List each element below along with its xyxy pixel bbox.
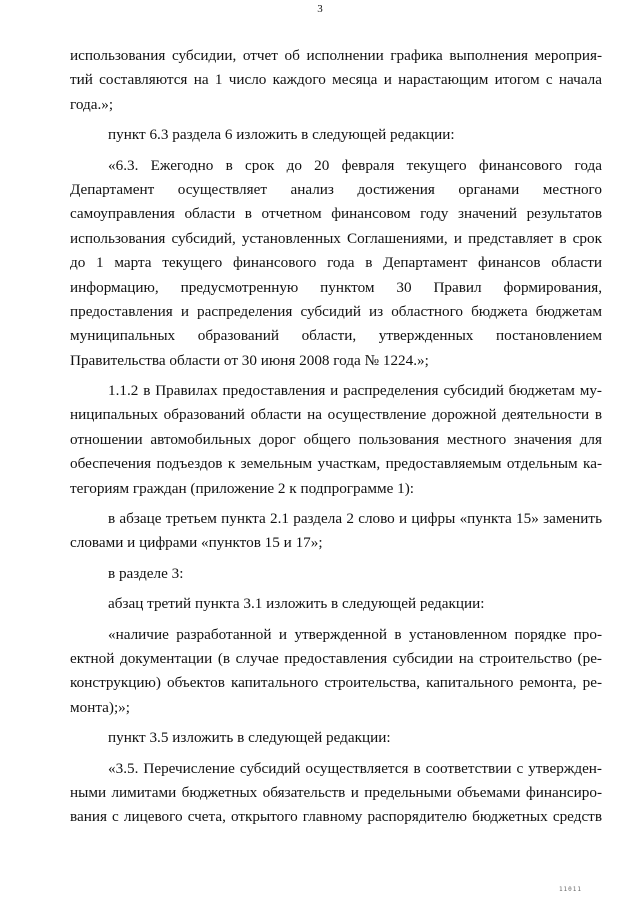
document-body	[70, 44, 602, 830]
text-line: ными лимитами бюджетных обязательств и предельными объемами финансиро-	[70, 783, 602, 801]
text-line: вания с лицевого счета, открытого главному распорядителю бюджетных средств	[70, 808, 602, 826]
text-line: ектной документации (в случае предоставления субсидии на строительство (ре-	[70, 649, 602, 667]
text-line: предоставления и распределения субсидий из областного бюджета бюджетам	[70, 302, 602, 320]
text-line: года.»;	[70, 95, 114, 113]
text-line: ниципальных образований области на осуществление дорожной деятельности в	[70, 406, 602, 424]
text-line: «наличие разработанной и утвержденной в установленном порядке про-	[108, 625, 602, 643]
text-line: Департамент осуществляет анализ достижения органами местного	[70, 180, 602, 198]
text-line: муниципальных образований области, утвержденных постановлением	[70, 327, 602, 345]
page-number: 3	[317, 3, 323, 15]
text-line: в абзаце третьем пункта 2.1 раздела 2 слово и цифры «пункта 15» заменить	[108, 510, 602, 528]
text-line: монта);»;	[70, 698, 130, 716]
text-line: 1.1.2 в Правилах предоставления и распределения субсидий бюджетам му-	[108, 382, 602, 400]
text-line: конструкцию) объектов капитального строительства, капитального ремонта, ре-	[70, 674, 602, 692]
text-line: использования субсидии, отчет об исполнении графика выполнения мероприя-	[70, 47, 602, 64]
text-line: отношении автомобильных дорог общего пользования местного значения для	[70, 430, 602, 448]
text-line: тегориям граждан (приложение 2 к подпрограмме 1):	[70, 479, 415, 497]
text-line: абзац третий пункта 3.1 изложить в следующей редакции:	[108, 595, 485, 613]
text-line: пункт 6.3 раздела 6 изложить в следующей редакции:	[108, 126, 455, 144]
text-line: использования субсидий, установленных Соглашениями, и представляет в срок	[70, 229, 602, 247]
text-line: «6.3. Ежегодно в срок до 20 февраля текущего финансового года	[108, 156, 602, 174]
text-line: самоуправления области в отчетном финансовом году значений результатов	[70, 205, 602, 223]
text-line: обеспечения подъездов к земельным участкам, предоставляемым отдельным ка-	[70, 455, 602, 473]
text-line: Правительства области от 30 июня 2008 года № 1224.»;	[70, 351, 429, 369]
text-line: в разделе 3:	[108, 564, 184, 582]
text-line: пункт 3.5 изложить в следующей редакции:	[108, 729, 391, 747]
text-line: до 1 марта текущего финансового года в Департамент финансов области	[70, 254, 602, 272]
document-footer-mark: 11011	[558, 886, 582, 893]
text-line: тий составляются на 1 число каждого месяца и нарастающим итогом с начала	[70, 71, 602, 89]
text-line: информацию, предусмотренную пунктом 30 Правил формирования,	[70, 278, 602, 296]
text-line: «3.5. Перечисление субсидий осуществляется в соответствии с утвержден-	[108, 759, 602, 777]
text-line: словами и цифрами «пунктов 15 и 17»;	[70, 534, 323, 552]
